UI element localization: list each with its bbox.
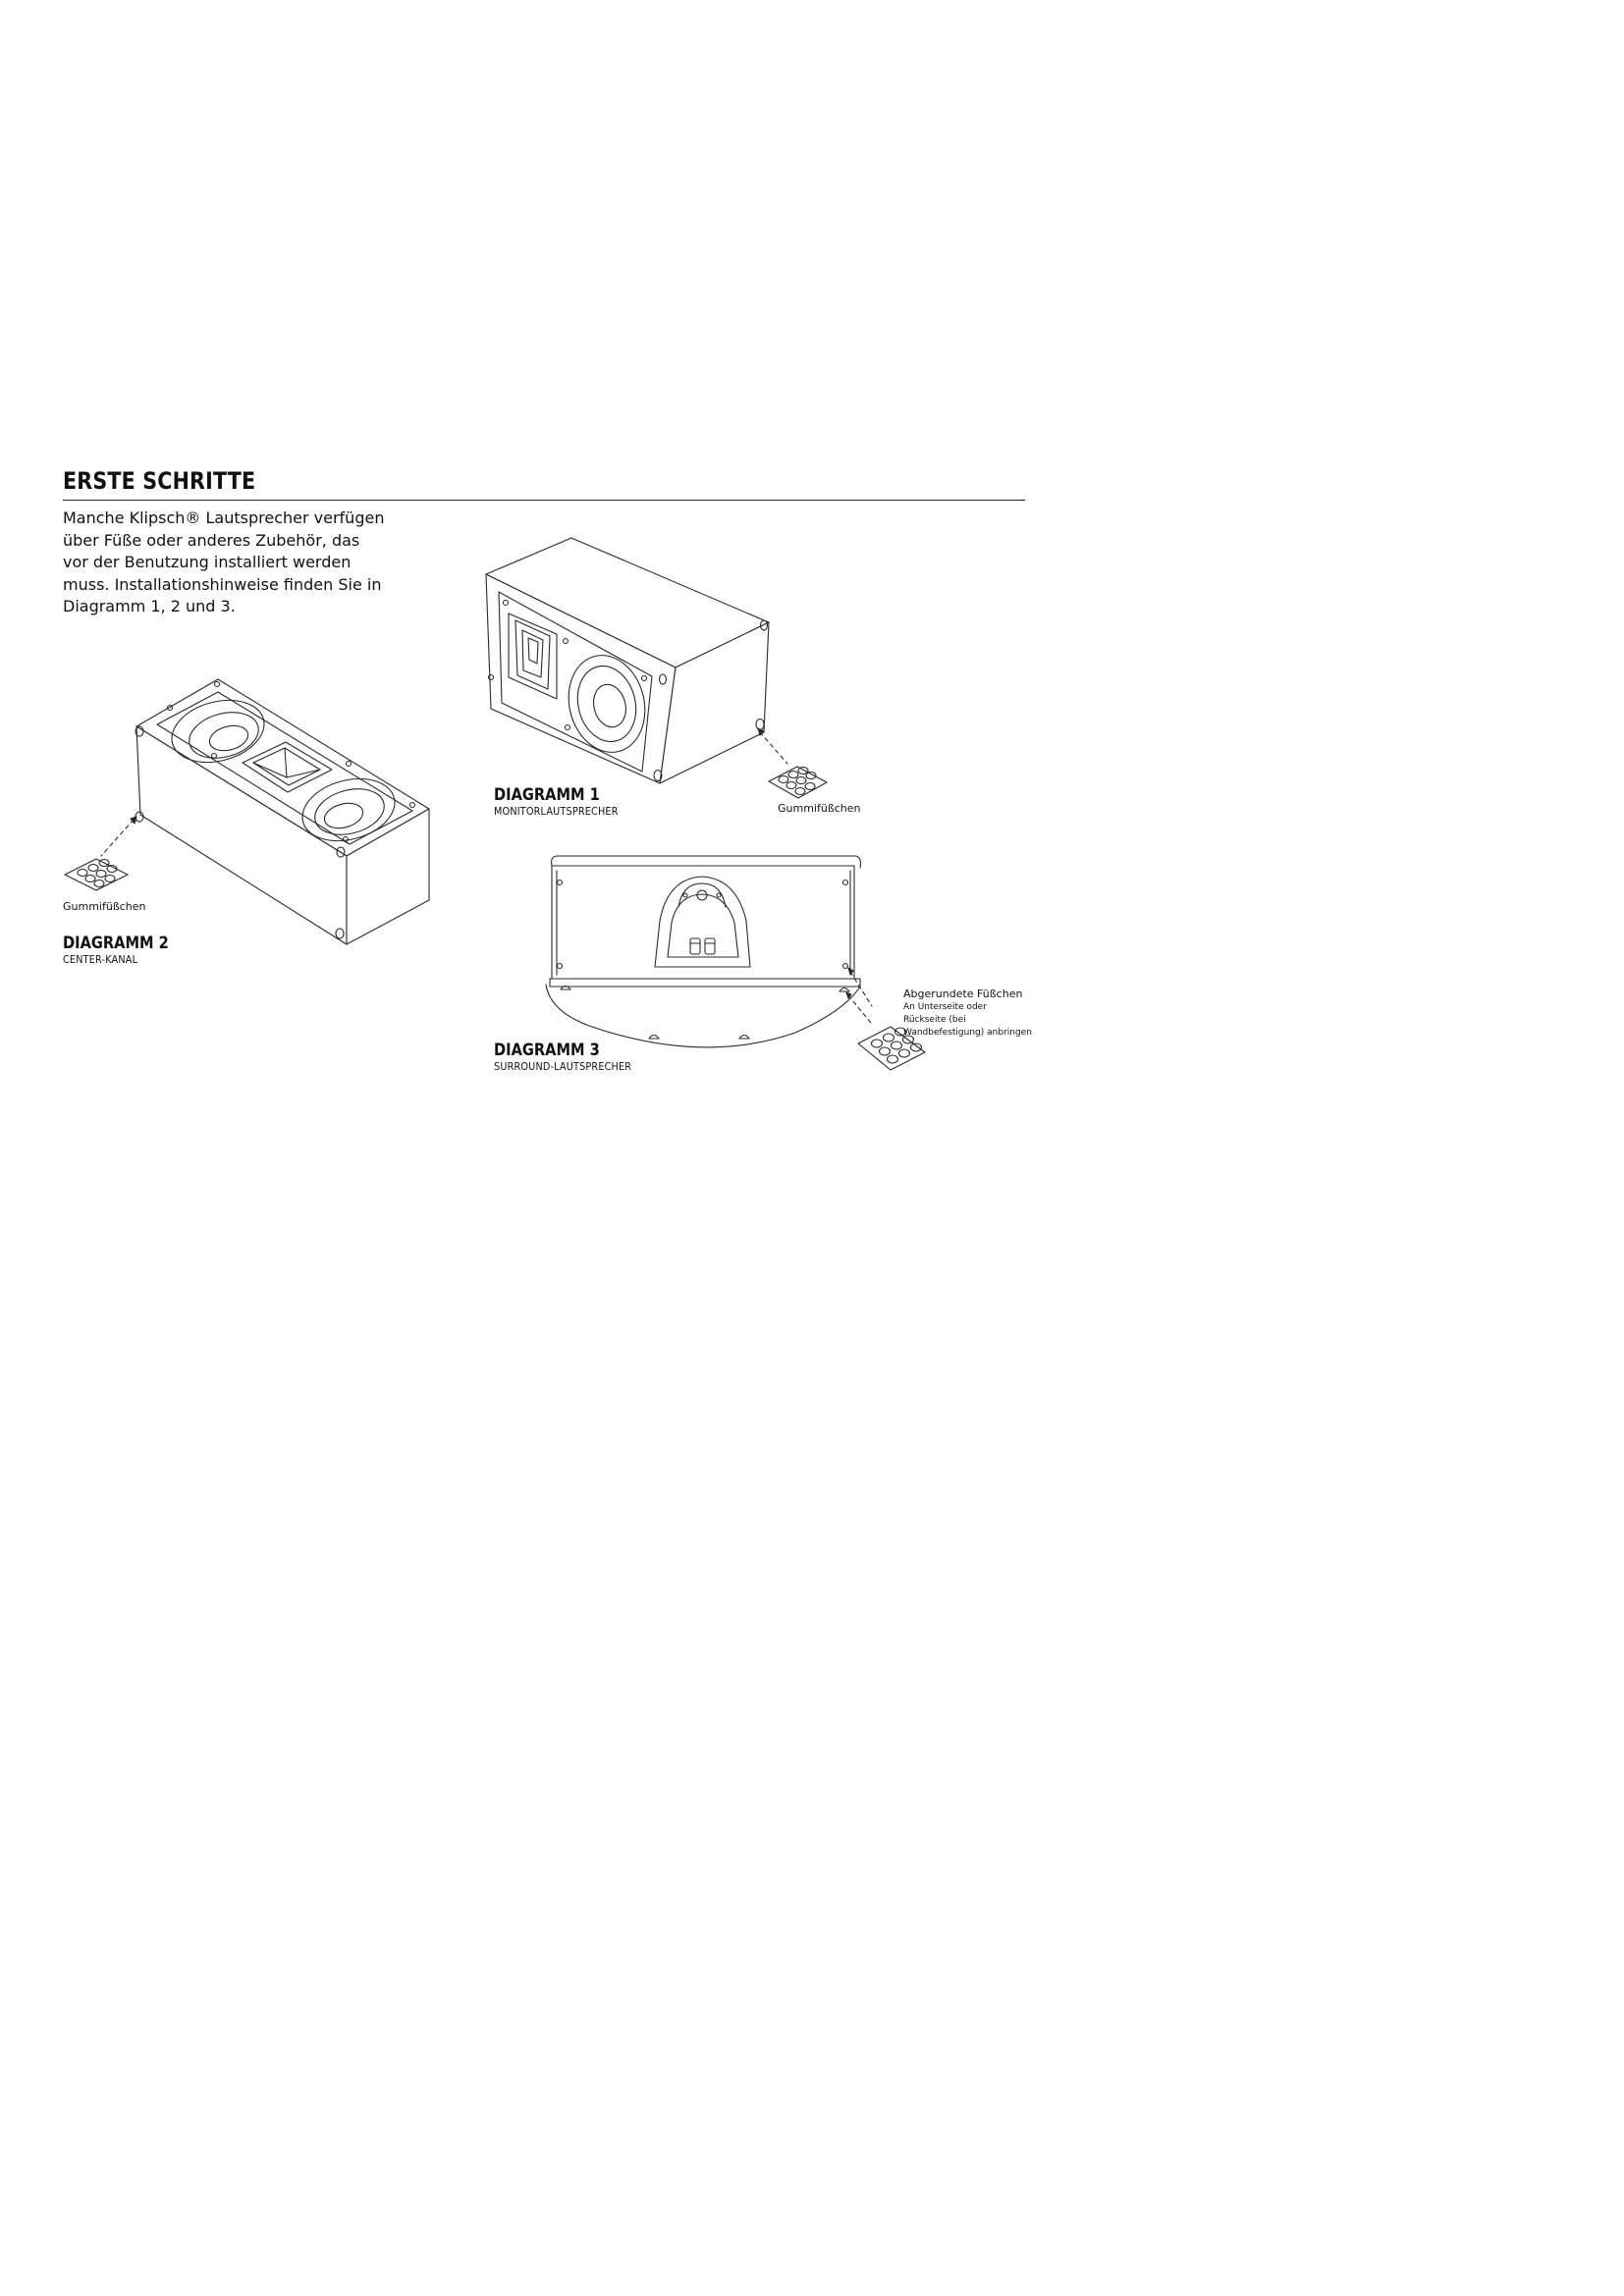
diagram-3-callout-line: Rückseite (bei <box>903 1015 966 1025</box>
diagram-3-callout-line: Wandbefestigung) anbringen <box>903 1028 1032 1038</box>
rubber-feet-sheet-icon <box>65 859 128 890</box>
surround-speaker-illustration <box>546 856 872 1047</box>
diagram-1-title: DIAGRAMM 1 <box>494 785 600 805</box>
diagram-3-callout-line: An Unterseite oder <box>903 1002 987 1012</box>
diagram-3-title: DIAGRAMM 3 <box>494 1041 600 1060</box>
manual-page <box>0 0 1081 1528</box>
illustrations-canvas <box>0 0 1081 1528</box>
section-title: ERSTE SCHRITTE <box>63 467 256 495</box>
rubber-feet-sheet-icon <box>769 767 827 798</box>
intro-line: vor der Benutzung installiert werden <box>63 553 352 571</box>
intro-line: Diagramm 1, 2 und 3. <box>63 597 236 615</box>
intro-line: Manche Klipsch® Lautsprecher verfügen <box>63 508 385 527</box>
diagram-2-callout: Gummifüßchen <box>63 900 146 913</box>
intro-line: muss. Installationshinweise finden Sie in <box>63 574 382 594</box>
monitor-speaker-illustration <box>486 538 787 783</box>
diagram-3-subtitle: SURROUND-LAUTSPRECHER <box>494 1060 632 1073</box>
diagram-2-subtitle: CENTER-KANAL <box>63 953 138 966</box>
diagram-1-callout: Gummifüßchen <box>778 802 861 815</box>
diagram-3-callout-title: Abgerundete Füßchen <box>903 988 1023 1000</box>
center-speaker-illustration <box>101 679 429 944</box>
intro-line: über Füße oder anderes Zubehör, das <box>63 530 360 550</box>
diagram-1-subtitle: MONITORLAUTSPRECHER <box>494 805 619 818</box>
diagram-2-title: DIAGRAMM 2 <box>63 934 169 953</box>
